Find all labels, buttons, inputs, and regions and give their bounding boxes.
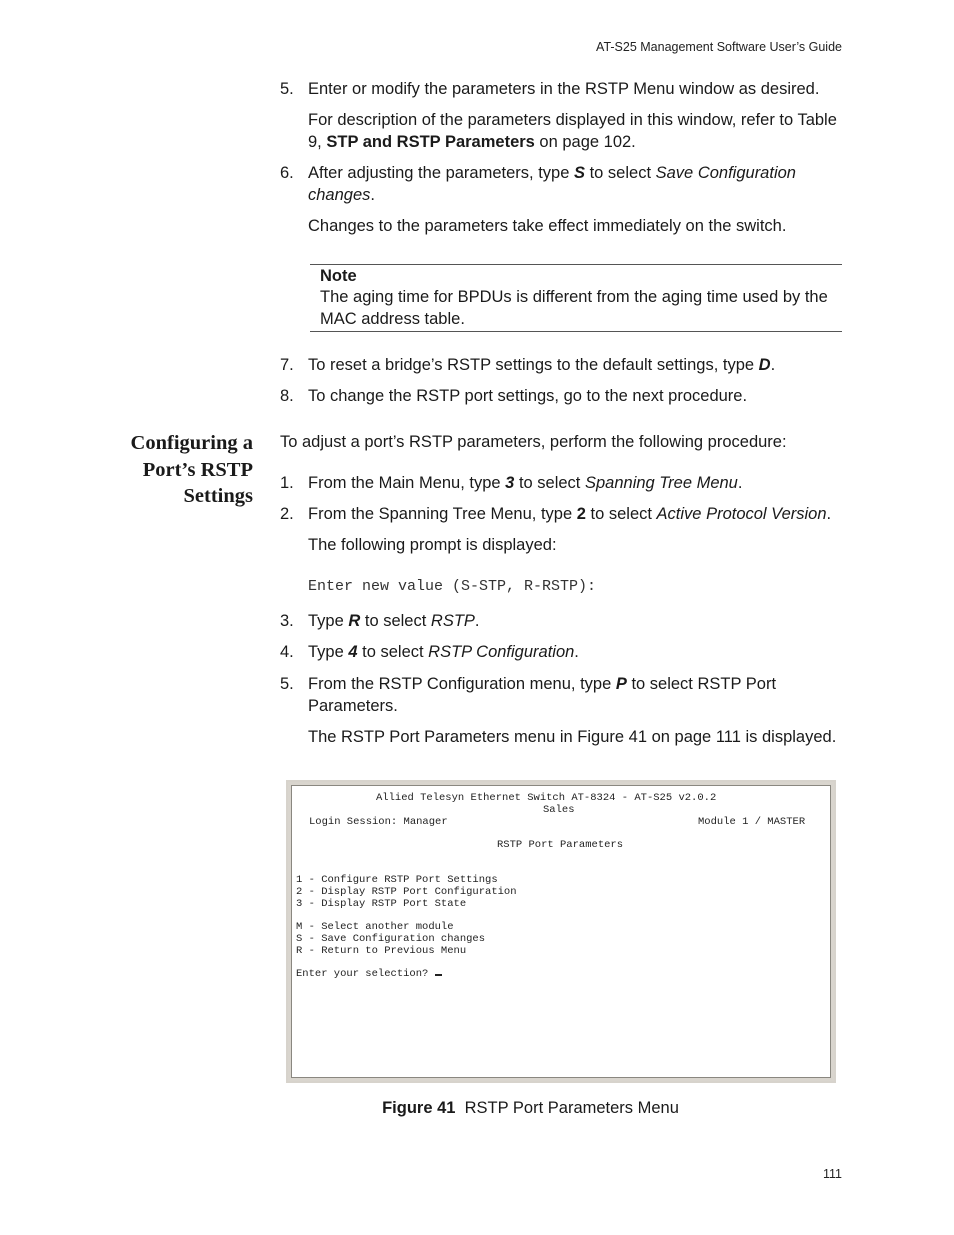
text-run: From the Spanning Tree Menu, type xyxy=(308,505,577,523)
running-header: AT-S25 Management Software User’s Guide xyxy=(596,40,842,54)
changes-paragraph: Changes to the parameters take effect immediately on the switch. xyxy=(308,217,787,235)
text-run: . xyxy=(826,505,832,523)
text-run: . xyxy=(770,356,776,374)
text-run: From the RSTP Configuration menu, type xyxy=(308,675,616,693)
step-number: 4. xyxy=(280,643,294,661)
intro-text: To adjust a port’s RSTP parameters, perform the following procedure: xyxy=(280,433,787,451)
terminal-prompt-line xyxy=(296,968,442,980)
page-number: 111 xyxy=(822,1167,842,1181)
note-label: Note xyxy=(320,267,357,285)
description-paragraph xyxy=(308,110,845,153)
text-run: Enter or modify the parameters in the RSTP Menu window as desired. xyxy=(308,80,820,98)
text-run: D xyxy=(758,356,771,374)
section-step-2 xyxy=(280,504,845,526)
text-run: to select xyxy=(357,643,429,661)
text-run: STP and RSTP Parameters xyxy=(326,132,535,151)
figure-label: Figure 41 xyxy=(382,1099,456,1117)
menu-paragraph: The RSTP Port Parameters menu in Figure 41 on page 111 is displayed. xyxy=(308,728,837,746)
section-heading xyxy=(90,430,253,510)
section-heading-line: Settings xyxy=(183,485,253,507)
terminal-screenshot xyxy=(286,780,836,1083)
step-text xyxy=(308,79,845,101)
step-text xyxy=(308,355,845,377)
section-step-4 xyxy=(280,642,845,664)
terminal-option-2: 2 - Display RSTP Port Configuration xyxy=(296,886,517,898)
text-run: 4 xyxy=(348,643,358,661)
text-run: . xyxy=(370,185,375,204)
text-run: For description of the parameters displayed in this window, refer to Table 9, xyxy=(308,111,837,151)
text-run: to select xyxy=(360,612,431,630)
text-run: RSTP Configuration xyxy=(428,643,575,661)
figure-caption-text: RSTP Port Parameters Menu xyxy=(464,1099,679,1117)
terminal-title: Allied Telesyn Ethernet Switch AT-8324 - AT-S25 v2.0.2 xyxy=(376,792,717,804)
terminal-window xyxy=(291,785,831,1078)
text-run: RSTP xyxy=(430,612,475,630)
terminal-module: Module 1 / MASTER xyxy=(698,816,806,828)
text-run: From the Main Menu, type xyxy=(308,474,506,492)
note-box xyxy=(310,264,842,332)
step-number: 3. xyxy=(280,612,294,630)
step-number: 1. xyxy=(280,474,294,492)
terminal-option-1: 1 - Configure RSTP Port Settings xyxy=(296,874,498,886)
step-text xyxy=(308,386,845,408)
step-text xyxy=(308,163,845,206)
step-number: 2. xyxy=(280,505,294,523)
text-run: on page 102. xyxy=(534,132,636,151)
text-run: Active Protocol Version xyxy=(656,505,827,523)
prompt-code: Enter new value (S-STP, R-RSTP): xyxy=(308,578,597,595)
terminal-menu-title: RSTP Port Parameters xyxy=(497,839,624,851)
step-number: 8. xyxy=(280,387,294,405)
step-text xyxy=(308,473,845,495)
step-5 xyxy=(280,79,845,101)
section-step-1 xyxy=(280,473,845,495)
intro-paragraph xyxy=(280,432,845,454)
terminal-option-3: 3 - Display RSTP Port State xyxy=(296,898,467,910)
text-run: . xyxy=(737,474,743,492)
text-run: Spanning Tree Menu xyxy=(584,474,738,492)
terminal-command-m: M - Select another module xyxy=(296,921,454,933)
text-run: After adjusting the parameters, type xyxy=(308,164,574,182)
text-run: Save Configuration changes xyxy=(308,164,796,204)
section-heading-line: Port’s RSTP xyxy=(142,458,253,481)
text-run: S xyxy=(573,164,585,182)
text-run: To reset a bridge’s RSTP settings to the default settings, type xyxy=(308,356,759,374)
step-number: 5. xyxy=(280,675,294,693)
text-run: P xyxy=(615,675,627,693)
text-run: 2 xyxy=(576,505,586,523)
step-number: 5. xyxy=(280,80,294,98)
figure-caption xyxy=(0,1098,954,1120)
text-run: To change the RSTP port settings, go to the next procedure. xyxy=(308,387,748,405)
text-run: . xyxy=(474,612,480,630)
prompt-paragraph: The following prompt is displayed: xyxy=(308,536,557,554)
step-7 xyxy=(280,355,845,377)
text-run: to select xyxy=(514,474,585,492)
step-8 xyxy=(280,386,845,408)
text-run: Type xyxy=(308,612,349,630)
note-text: The aging time for BPDUs is different from the aging time used by the MAC address table. xyxy=(320,288,828,328)
terminal-command-s: S - Save Configuration changes xyxy=(296,933,486,945)
section-step-5 xyxy=(280,674,845,717)
terminal-prompt: Enter your selection? xyxy=(296,968,435,980)
terminal-cursor xyxy=(435,974,442,976)
section-step-3 xyxy=(280,611,845,633)
text-run: to select xyxy=(585,164,656,182)
text-run: to select RSTP Port Parameters. xyxy=(308,675,777,715)
step-text xyxy=(308,642,845,664)
text-run: to select xyxy=(585,505,657,523)
text-run: 3 xyxy=(505,474,515,492)
text-run: Type xyxy=(308,643,349,661)
text-run: R xyxy=(348,612,361,630)
step-number: 7. xyxy=(280,356,294,374)
step-text xyxy=(308,504,845,526)
text-run: . xyxy=(574,643,579,661)
section-heading-line: Configuring a xyxy=(130,432,253,454)
step-6 xyxy=(280,163,845,206)
terminal-command-r: R - Return to Previous Menu xyxy=(296,945,467,957)
step-text xyxy=(308,611,845,633)
terminal-subtitle: Sales xyxy=(543,804,575,816)
step-number: 6. xyxy=(280,164,294,182)
terminal-login: Login Session: Manager xyxy=(309,816,448,828)
step-text xyxy=(308,674,845,717)
